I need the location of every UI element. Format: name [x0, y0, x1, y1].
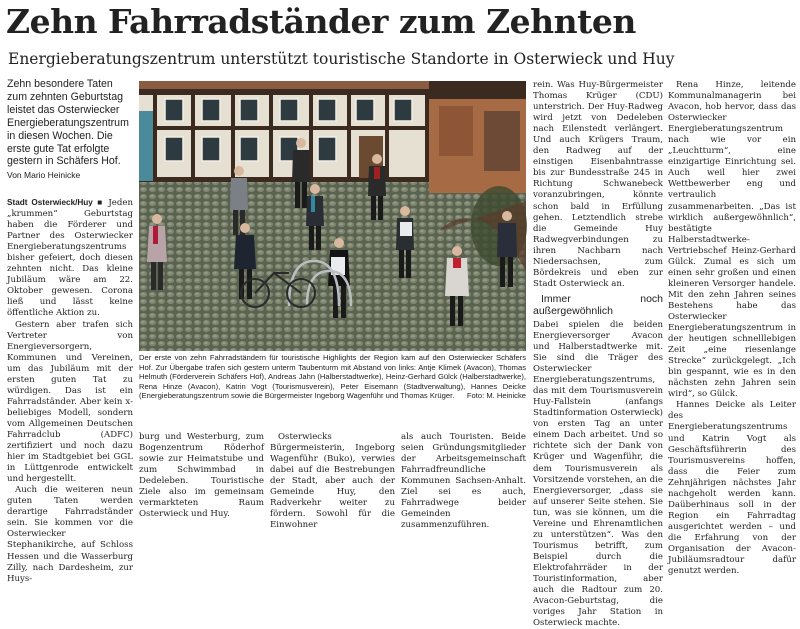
paragraph — [7, 197, 133, 320]
dateline-bullet: ■ — [97, 198, 104, 207]
paragraph: Auch die weiteren neun guten Taten werden derartige Fahrradständer sein. Sie kommen vor die Osterwiecker Stephanikirche, auf Schloss Hessen und die Wasserburg Zilly, nach Dardesheim, zur Huys- — [7, 485, 133, 584]
dateline: Stadt Osterwieck/Huy — [7, 198, 93, 207]
paragraph: Dabei spielen die beiden Energieversorger Avacon und Halberstadtwerke mit. Sie sind die Träger des Osterwiecker Energieberatungszentrums, das mit dem Tourismusverein Huy-Fallstein (anfangs Stadtinformation Osterwieck) von ersten Tag an unter einem Dach arbeitet. Und so richtete sich der Dank von Krüger und Wagenführ, die dem Tourismusverein als Vorsitzende vorstehen, an die Energieversorger, „dass sie auf unserer Seite stehen. Sie tun, was sie können, um die Vereine und Ehrenamtlichen zu unterstützen“. Was den Tourismus betrifft, zum Beispiel durch die Elektrofahrräder in der Touristinformation, aber auch die Radtour zum 20. Avacon-Geburtstag, die voriges Jahr Station in Osterwieck machte. — [533, 319, 663, 629]
subheadline: Energieberatungszentrum unterstützt touristische Standorte in Osterwieck und Huy — [8, 50, 675, 68]
paragraph: als auch Touristen. Beide seien Gründungsmitglieder der Arbeitsgemeinschaft Fahrradfreundliche Kommunen Sachsen-Anhalt. Ziel sei es auch, Fahrradwege beider Gemeinden zusammenzuführen. — [401, 432, 526, 531]
paragraph: rein. Was Huy-Bürgermeister Thomas Krüger (CDU) unterstrich. Der Huy-Radweg wird jetzt von Dedeleben nach Eilenstedt verlängert. Und auch Krügers Traum, den Radweg auf der einstigen Eisenbahntrasse bis zur Bundesstraße 245 in Richtung Schwanebeck voranzubringen, könnte schon bald in Erfüllung gehen. Letztendlich strebe die Gemeinde Huy Radwegverbindungen zu ihren Nachbarn nach Niedersachsen, zum Bördekreis und eben zur Stadt Osterwieck an. — [533, 80, 663, 289]
photo-scene — [139, 81, 526, 351]
lead-text: Zehn besondere Taten zum zehnten Geburtstag leistet das Osterwiecker Energieberatungszentrum in diesen Wochen. Die erste gute Tat erfolgte gestern in Schäfers Hof. — [7, 78, 129, 168]
paragraph: Osterwiecks Bürgermeisterin, Ingeborg Wagenführ (Buko), verwies dabei auf die Bestrebungen der Stadt, aber auch der Gemeinde Huy, den Radverkehr weiter zu fördern. Sowohl für die Einwohner — [270, 432, 395, 531]
article-subhead: Immer noch außergewöhnlich — [533, 292, 663, 318]
article-column-6 — [668, 80, 796, 577]
byline: Von Mario Heinicke — [7, 170, 81, 181]
paragraph: burg und Westerburg, zum Bogenzentrum Röderhof sowie zur Heimatstube und zum Schwimmbad in Dedeleben. Touristische Ziele also im gemeinsam vermarkteten Raum Osterwieck und Huy. — [139, 432, 264, 520]
headline: Zehn Fahrradständer zum Zehnten — [6, 2, 636, 41]
article-photo — [139, 81, 526, 351]
article-column-5 — [533, 80, 663, 629]
photo-credit: Foto: M. Heinicke — [466, 391, 526, 401]
caption-text: Der erste von zehn Fahrradständern für touristische Highlights der Region kam auf den Osterwiecker Schäfers Hof. Zur Übergabe trafen sich gestern unterm Taubenturm mit Abstand von links: Antje Klimek (Avacon), Thomas Helmuth (Förderverein Schäfers Hof), Andreas Jahn (Halberstadtwerke), Heinz-Gerhard Gülck (Halberstadtwerke), Rena Hinze (Avacon), Katrin Vogt (Tourismusverein), Peter Eisemann (Stadtverwaltung), Hannes Deicke (Energieberatungszentrum sowie die Bürgermeister Ingeborg Wagenführ und Thomas Krüger. — [139, 353, 526, 401]
paragraph: Hannes Deicke als Leiter des Energieberatungszentrums und Katrin Vogt als Geschäftsführerin des Tourismusvereins hoffen, dass die Feier zum Zehnjährigen nächstes Jahr nachgeholt werden kann. Daüberhinaus soll in der Region ein Fahrradtag ausgerichtet werden – und die Erfahrung von der Organisation der Avacon-Jubiläumsradtour dafür genutzt werden. — [668, 400, 796, 577]
paragraph-text: Jeden „krummen“ Geburtstag haben die Förderer und Partner des Osterwiecker Energieberatungszentrums bisher gefeiert, doch diesen zehnten nicht. Das kleine Jubiläum wäre am 22. Oktober gewesen. Corona ließ und lässt keine öffentliche Aktion zu. — [7, 198, 134, 319]
paragraph: Rena Hinze, leitende Kommunalmanagerin bei Avacon, hob hervor, dass das Osterwiecker Energieberatungszentrum nach wie vor ein „Leuchtturm“, eine einzigartige Einrichtung sei. Auch weil hier zwei Wettbewerber eng und vertraulich zusammenarbeiten. „Das ist wirklich außergewöhnlich“, bestätigte Halberstadtwerke-Vertriebschef Heinz-Gerhard Gülck. Zumal es sich um einen sehr großen und einen kleineren Versorger handele. Mit den zehn Jahren seines Bestehens habe das Osterwiecker Energieberatungszentrum in der heutigen schnelllebigen Zeit „eine riesenlange Strecke“ zurückgelegt. „Ich bin gespannt, wie es in den nächsten zehn Jahren sein wird“, so Gülck. — [668, 80, 796, 400]
article-column-4-bottom — [401, 432, 526, 531]
article-lead — [7, 78, 133, 181]
article-column-2-bottom — [139, 432, 264, 520]
article-column-3-bottom — [270, 432, 395, 531]
article-column-1 — [7, 197, 134, 584]
paragraph: Gestern aber trafen sich Vertreter von Energieversorgern, Kommunen und Vereinen, um das Jubiläum mit der ersten guten Tat zu würdigen. Das ist ein Fahrradständer. Aber kein x-beliebiges Modell, sondern vom Allgemeinen Deutschen Fahrradclub (ADFC) zertifiziert und noch dazu hier im Stadtgebiet bei GGL in Lüttgenrode entwickelt und hergestellt. — [7, 319, 133, 485]
photo-caption — [139, 353, 526, 401]
